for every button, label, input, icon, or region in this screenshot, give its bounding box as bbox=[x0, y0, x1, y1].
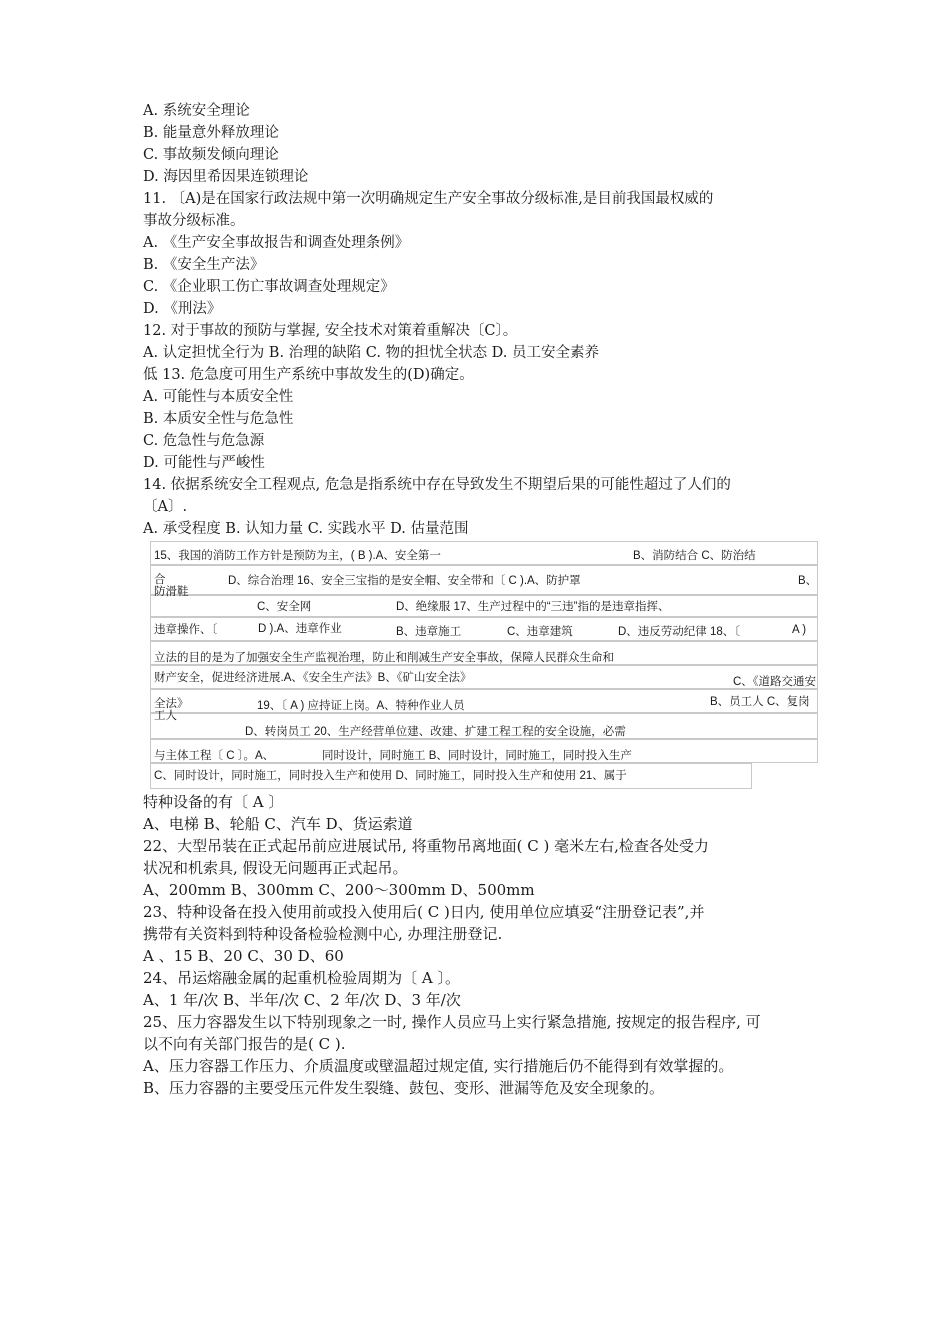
question-18-option-c: C、《道路交通安 bbox=[733, 676, 817, 688]
option-c: C. 事故频发倾向理论 bbox=[143, 147, 279, 163]
option-b: B. 本质安全性与危急性 bbox=[143, 411, 294, 427]
question-17: D、绝缘服 17、生产过程中的“三违”指的是违章指挥、 bbox=[396, 601, 670, 613]
question-21-options: A、电梯 B、轮船 C、汽车 D、货运索道 bbox=[143, 815, 413, 833]
option-c: C. 《企业职工伤亡事故调查处理规定》 bbox=[143, 279, 395, 295]
question-17-option-a: D ).A、违章作业 bbox=[258, 623, 342, 635]
option-a: A. 系统安全理论 bbox=[143, 103, 250, 119]
option-d: D. 海因里希因果连锁理论 bbox=[143, 169, 309, 185]
question-23-cont: 携带有关资料到特种设备检验检测中心, 办理注册登记. bbox=[143, 925, 503, 943]
question-20: D、转岗员工 20、生产经营单位建、改建、扩建工程工程的安全设施，必需 bbox=[245, 726, 626, 738]
option-c: C. 危急性与危急源 bbox=[143, 433, 265, 449]
question-25-option-a: A、压力容器工作压力、介质温度或壁温超过规定值, 实行措施后仍不能得到有效掌握的。 bbox=[143, 1057, 734, 1075]
option-a: A. 《生产安全事故报告和调查处理条例》 bbox=[143, 235, 410, 251]
option-b: B. 《安全生产法》 bbox=[143, 257, 265, 273]
question-20-options-cont: C、同时设计，同时施工，同时投入生产和使用 D、同时施工，同时投入生产和使用 21、属于 bbox=[154, 770, 627, 782]
question-25-cont: 以不向有关部门报告的是( C ). bbox=[143, 1035, 346, 1053]
question-24: 24、吊运熔融金属的起重机检验周期为〔 A 〕。 bbox=[143, 969, 460, 987]
question-16-option-b: B、 bbox=[798, 575, 818, 587]
option-d: D. 《刑法》 bbox=[143, 301, 222, 317]
question-20-options: 同时设计，同时施工 B、同时设计，同时施工，同时投入生产 bbox=[322, 750, 632, 762]
question-14-cont: 〔A〕. bbox=[143, 499, 188, 515]
question-14-options: A. 承受程度 B. 认知力量 C. 实践水平 D. 估量范围 bbox=[143, 521, 469, 537]
question-11: 11. 〔A)是在国家行政法规中第一次明确规定生产安全事故分级标准,是目前我国最权威的 bbox=[143, 191, 714, 207]
question-25: 25、压力容器发生以下特别现象之一时, 操作人员应马上实行紧急措施, 按规定的报告程序, 可 bbox=[143, 1013, 761, 1031]
question-17-cont: 违章操作、〔 bbox=[154, 624, 218, 636]
question-17-option-d: D、违反劳动纪律 18、〔 bbox=[618, 626, 741, 638]
option-a: A. 可能性与本质安全性 bbox=[143, 389, 294, 405]
question-20-cont: 与主体工程〔 C 〕。A、 bbox=[154, 750, 275, 762]
question-11-cont: 事故分级标准。 bbox=[143, 213, 245, 229]
question-18-answer: A ) bbox=[792, 624, 807, 636]
question-18-cont: 财产安全，促进经济进展.A、《安全生产法》B、《矿山安全法》 bbox=[154, 672, 472, 684]
question-19: 19、〔 A ) 应持证上岗。A、特种作业人员 bbox=[257, 700, 465, 712]
question-25-option-b: B、压力容器的主要受压元件发生裂缝、鼓包、变形、泄漏等危及安全现象的。 bbox=[143, 1079, 665, 1097]
question-17-option-b: B、违章施工 bbox=[396, 626, 462, 638]
questions-21-25 bbox=[143, 791, 813, 1099]
option-b: B. 能量意外释放理论 bbox=[143, 125, 279, 141]
question-22-options: A、200mm B、300mm C、200～300mm D、500mm bbox=[143, 881, 535, 899]
question-16-option-b-text: 防滑鞋 bbox=[154, 586, 189, 598]
question-22: 22、大型吊装在正式起吊前应进展试吊, 将重物吊离地面( C ) 毫米左右,检查各处受力 bbox=[143, 837, 709, 855]
question-12-options: A. 认定担忧全行为 B. 治理的缺陷 C. 物的担忧全状态 D. 员工安全素养 bbox=[143, 345, 600, 361]
question-24-options: A、1 年/次 B、半年/次 C、2 年/次 D、3 年/次 bbox=[143, 991, 461, 1009]
question-14: 14. 依据系统安全工程观点, 危急是指系统中存在导致发生不期望后果的可能性超过了人们的 bbox=[143, 477, 731, 493]
question-23: 23、特种设备在投入使用前或投入使用后( C )日内, 使用单位应填妥“注册登记表”,并 bbox=[143, 903, 705, 921]
question-22-cont: 状况和机索具, 假设无问题再正式起吊。 bbox=[143, 859, 408, 877]
question-18: 立法的目的是为了加强安全生产监视治理，防止和削减生产安全事故，保障人民群众生命和 bbox=[154, 652, 614, 664]
question-21: 特种设备的有〔 A 〕 bbox=[143, 793, 284, 811]
question-19-option-c-cont: 工人 bbox=[154, 710, 177, 722]
option-d: D. 可能性与严峻性 bbox=[143, 455, 265, 471]
question-16: D、综合治理 16、安全三宝指的是安全帽、安全带和〔 C ).A、防护罩 bbox=[228, 575, 581, 587]
question-13: 低 13. 危急度可用生产系统中事故发生的(D)确定。 bbox=[143, 367, 474, 383]
question-23-options: A 、15 B、20 C、30 D、60 bbox=[143, 947, 344, 965]
question-12: 12. 对于事故的预防与掌握, 安全技术对策着重解决〔C〕。 bbox=[143, 323, 518, 339]
boxed-questions-15-21 bbox=[150, 541, 818, 791]
question-15-cont: 合 bbox=[154, 574, 166, 586]
question-15: 15、我国的消防工作方针是预防为主，( B ).A、安全第一 bbox=[154, 550, 441, 562]
question-17-option-c: C、违章建筑 bbox=[507, 626, 573, 638]
question-16-option-c: C、安全网 bbox=[257, 601, 312, 613]
questions-10-14 bbox=[143, 100, 813, 540]
question-15-options: B、消防结合 C、防治结 bbox=[633, 550, 756, 562]
question-19-options: B、员工人 C、复岗 bbox=[710, 696, 810, 708]
question-18-option-c-cont: 全法》 bbox=[154, 698, 189, 710]
